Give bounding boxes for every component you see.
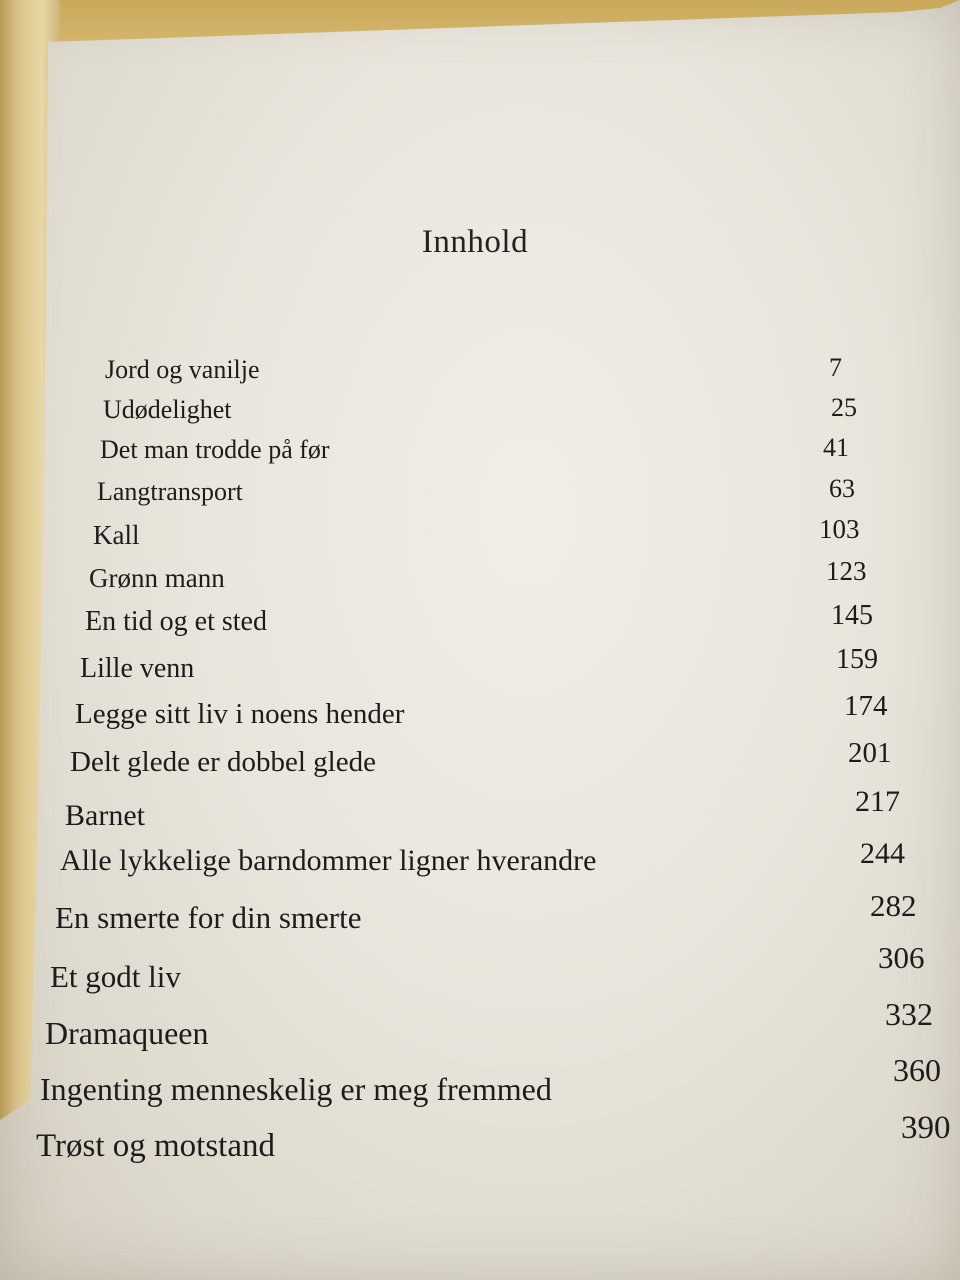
- toc-entry-title: Jord og vanilje: [105, 355, 260, 384]
- toc-entry-page: 25: [831, 393, 857, 422]
- toc-entry-page: 306: [878, 940, 925, 975]
- toc-entry-title: Grønn mann: [89, 563, 225, 593]
- toc-entry-title: Barnet: [65, 799, 145, 832]
- toc-entry-page: 7: [829, 353, 842, 382]
- toc-entry-title: Alle lykkelige barndommer ligner hverandre: [60, 844, 597, 877]
- toc-entry-page: 360: [893, 1052, 941, 1088]
- toc-entry-page: 159: [836, 644, 878, 675]
- toc-entry-title: Lille venn: [80, 653, 195, 684]
- toc-entry-page: 332: [885, 996, 933, 1032]
- toc-entry-title: Ingenting menneskelig er meg fremmed: [40, 1071, 552, 1107]
- toc-entry-page: 244: [860, 837, 905, 870]
- toc-entry-title: En smerte for din smerte: [55, 900, 362, 935]
- toc-entry-title: Trøst og motstand: [36, 1128, 275, 1164]
- toc-entry-page: 123: [826, 556, 867, 586]
- toc-entry-page: 217: [855, 785, 900, 818]
- page-title: Innhold: [421, 224, 529, 260]
- toc-entry-title: Det man trodde på før: [100, 435, 330, 464]
- toc-entry-page: 103: [819, 514, 860, 544]
- toc-entry-title: Legge sitt liv i noens hender: [75, 698, 405, 730]
- toc-entry-page: 174: [844, 690, 888, 722]
- toc-entry-page: 201: [848, 737, 892, 769]
- toc-entry-title: Langtransport: [97, 477, 243, 506]
- toc-entry-page: 63: [829, 474, 855, 503]
- toc-entry-page: 282: [870, 888, 917, 923]
- toc-entry-title: Dramaqueen: [45, 1015, 209, 1051]
- toc-entry-title: En tid og et sted: [85, 606, 267, 637]
- toc-entry-title: Delt glede er dobbel glede: [70, 746, 376, 778]
- toc-entry-page: 145: [831, 600, 873, 631]
- toc-entry-title: Et godt liv: [50, 959, 181, 994]
- toc-entry-title: Kall: [93, 520, 140, 550]
- toc-entry-page: 41: [823, 433, 849, 462]
- toc-entry-title: Udødelighet: [103, 395, 232, 424]
- toc-entry-page: 390: [901, 1110, 951, 1146]
